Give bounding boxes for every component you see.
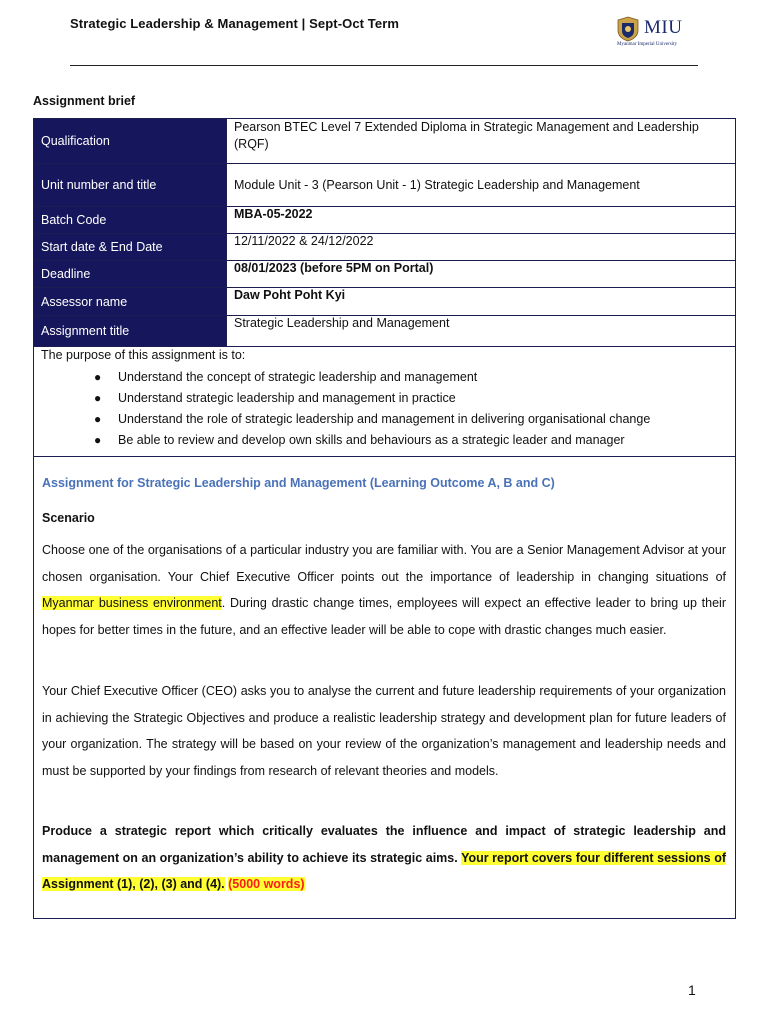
purpose-section xyxy=(33,342,736,457)
logo-text: MIU xyxy=(644,17,683,38)
scenario-heading: Assignment for Strategic Leadership and Management (Learning Outcome A, B and C) xyxy=(42,476,555,490)
scenario-paragraph-1 xyxy=(42,537,726,644)
bullet-icon: ● xyxy=(94,370,102,384)
assessor-value: Daw Poht Poht Kyi xyxy=(227,288,736,316)
scenario-paragraph-3 xyxy=(42,818,726,898)
list-item xyxy=(94,390,650,411)
list-item-text: Be able to review and develop own skills and behaviours as a strategic leader and manager xyxy=(118,433,625,447)
scenario-section xyxy=(33,456,736,919)
header-divider xyxy=(70,65,698,66)
scenario-paragraph-2: Your Chief Executive Officer (CEO) asks you to analyse the current and future leadership requirements of your organization in achieving the Strategic Objectives and produce a realistic leadership strategy and development plan for future leaders of your organization. The strategy will be based on your review of the organization’s management and leadership needs and must be supported by your findings from research of relevant theories and models. xyxy=(42,684,726,779)
highlighted-text: Myanmar business environment xyxy=(42,596,222,611)
list-item xyxy=(94,432,650,453)
dates-value: 12/11/2022 & 24/12/2022 xyxy=(227,234,736,261)
bullet-icon: ● xyxy=(94,391,102,405)
university-logo xyxy=(616,14,698,50)
page-header-title: Strategic Leadership & Management | Sept-Oct Term xyxy=(70,16,400,31)
unit-label: Unit number and title xyxy=(34,164,227,207)
table-row xyxy=(34,234,736,261)
paragraph-text: . During drastic change times, employees will expect an effective leader to bring up their hopes for better times in the future, and an effective leader will be able to cope with drastic changes much easier. xyxy=(42,596,726,638)
logo-subtext: Myanmar Imperial University xyxy=(617,42,677,47)
list-item xyxy=(94,411,651,432)
batch-code-label: Batch Code xyxy=(34,207,227,234)
table-row xyxy=(34,288,736,316)
table-row xyxy=(34,119,736,164)
page-number: 1 xyxy=(688,982,696,998)
list-item-text: Understand the role of strategic leadership and management in delivering organisational change xyxy=(118,412,651,426)
highlighted-text: Your report covers four different sessions of Assignment (1), (2), (3) and (4). xyxy=(42,850,726,892)
assignment-brief-label: Assignment brief xyxy=(33,94,136,108)
bullet-icon: ● xyxy=(94,433,102,447)
qualification-label: Qualification xyxy=(34,119,227,164)
dates-label: Start date & End Date xyxy=(34,234,227,261)
table-row xyxy=(34,261,736,288)
list-item-text: Understand the concept of strategic leadership and management xyxy=(118,370,478,384)
word-count-text: (5000 words) xyxy=(228,877,305,892)
list-item xyxy=(94,369,650,390)
paragraph-text: Choose one of the organisations of a particular industry you are familiar with. You are a Senior Management Advisor at your chosen organisation. Your Chief Executive Officer points out the importance of leadership in changing situations of xyxy=(42,543,726,584)
assignment-title-label: Assignment title xyxy=(34,316,227,347)
batch-code-value: MBA-05-2022 xyxy=(227,207,736,234)
deadline-value: 08/01/2023 (before 5PM on Portal) xyxy=(227,261,736,288)
table-row xyxy=(34,164,736,207)
deadline-label: Deadline xyxy=(34,261,227,288)
purpose-list xyxy=(34,369,650,453)
purpose-intro: The purpose of this assignment is to: xyxy=(41,348,246,362)
bullet-icon: ● xyxy=(94,412,102,426)
table-row xyxy=(34,207,736,234)
assignment-brief-table xyxy=(33,118,736,347)
assessor-label: Assessor name xyxy=(34,288,227,316)
qualification-value: Pearson BTEC Level 7 Extended Diploma in Strategic Management and Leadership (RQF) xyxy=(227,119,736,164)
list-item-text: Understand strategic leadership and management in practice xyxy=(118,391,456,405)
unit-value: Module Unit - 3 (Pearson Unit - 1) Strategic Leadership and Management xyxy=(227,164,736,207)
paragraph-text: Produce a strategic report which critically evaluates the influence and impact of strategic leadership and management on an organization’s ability to achieve its strategic aims. xyxy=(42,824,726,865)
crest-icon xyxy=(616,16,640,42)
assignment-title-value: Strategic Leadership and Management xyxy=(227,316,736,347)
scenario-subheading: Scenario xyxy=(42,511,95,525)
